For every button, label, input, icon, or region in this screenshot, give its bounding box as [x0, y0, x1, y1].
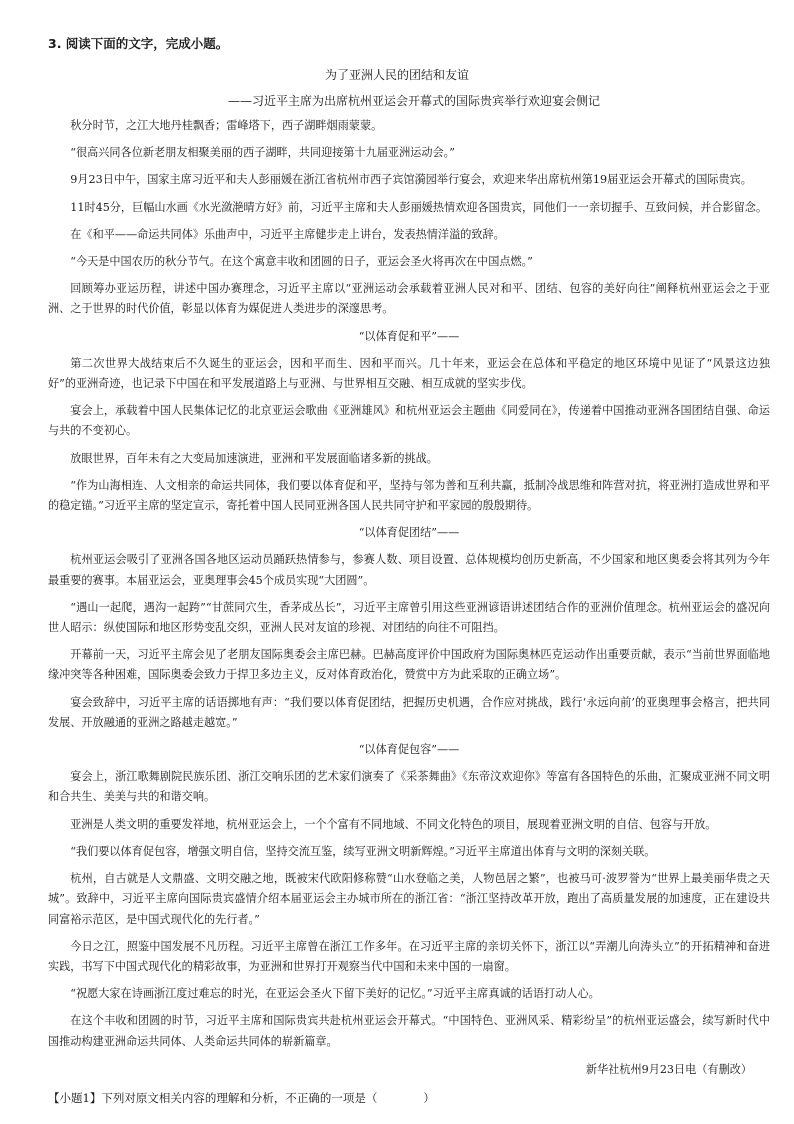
paragraph: “很高兴同各位新老朋友相聚美丽的西子湖畔，共同迎接第十九届亚洲运动会。” [70, 146, 455, 160]
section-heading: “以体育促团结”—— [358, 526, 460, 540]
question-header: 3. 阅读下面的文字，完成小题。 [48, 36, 229, 51]
paragraph: 放眼世界，百年未有之大变局加速演进，亚洲和平发展面临诸多新的挑战。 [70, 451, 438, 465]
paragraph: 杭州亚运会吸引了亚洲各国各地区运动员踊跃热情参与，参赛人数、项目设置、总体规模均创历史新高，不少国家和地区奥委会将其列为今年最重要的赛事。本届亚运会，亚奥理事会45个成员实现“大团圆”。 [48, 553, 770, 587]
sub-question-stem: 【小题1】下列对原文相关内容的理解和分析，不正确的一项是（ ） [48, 1091, 435, 1105]
paragraph: 第二次世界大战结束后不久诞生的亚运会，因和平而生、因和平而兴。几十年来，亚运会在总体和平稳定的地区环境中见证了“风景这边独好”的亚洲奇迹，也记录下中国在和平发展道路上与亚洲、与世界相互交融、相互成就的坚实步伐。 [48, 356, 770, 391]
paragraph: 今日之江，照鉴中国发展不凡历程。习近平主席曾在浙江工作多年。在习近平主席的亲切关怀下，浙江以“弄潮儿向涛头立”的开拓精神和奋进实践，书写下中国式现代化的精彩故事，为亚洲和世界打开观察当代中国和未来中国的一扇窗。 [48, 939, 770, 973]
paragraph: 回顾筹办亚运历程，讲述中国办赛理念，习近平主席以“亚洲运动会承载着亚洲人民对和平、团结、包容的美好向往”阐释杭州亚运会之于亚洲、之于世界的时代价值，彰显以体育为媒促进人类进步的深邃思考。 [48, 282, 770, 316]
paragraph: 亚洲是人类文明的重要发祥地，杭州亚运会上，一个个富有不同地域、不同文化特色的项目，展现着亚洲文明的自信、包容与开放。 [70, 817, 717, 831]
article-subtitle: ——习近平主席为出席杭州亚运会开幕式的国际贵宾举行欢迎宴会侧记 [228, 94, 601, 108]
article-source: 新华社杭州9月23日电（有删改） [585, 1062, 752, 1076]
paragraph: “祝愿大家在诗画浙江度过难忘的时光，在亚运会圣火下留下美好的记忆。”习近平主席真诚的话语打动人心。 [70, 987, 600, 1001]
paragraph: 开幕前一天，习近平主席会见了老朋友国际奥委会主席巴赫。巴赫高度评价中国政府为国际奥林匹克运动作出重要贡献，表示“当前世界面临地缘冲突等各种困难，国际奥委会致力于捍卫多边主义，反对体育政治化，赞赏中方为此采取的正确立场”。 [48, 648, 770, 682]
section-heading: “以体育促包容”—— [358, 743, 460, 757]
article-title: 为了亚洲人民的团结和友谊 [324, 68, 469, 82]
paragraph: 杭州，自古就是人文鼎盛、文明交融之地，既被宋代欧阳修称赞“山水登临之美，人物邑居之繁”，也被马可·波罗誉为“世界上最美丽华贵之天城”。致辞中，习近平主席向国际贵宾盛情介绍本届亚运会主办城市所在的浙江省：“浙江坚持改革开放，跑出了高质量发展的加速度，正在建设共同富裕示范区，是中国式现代化的先行者。” [48, 872, 770, 926]
paragraph: 宴会上，浙江歌舞剧院民族乐团、浙江交响乐团的艺术家们演奏了《采茶舞曲》《东帝汶欢迎你》等富有各国特色的乐曲，汇聚成亚洲不同文明和合共生、美美与共的和谐交响。 [48, 770, 770, 804]
paragraph: 秋分时节，之江大地丹桂飘香；雷峰塔下，西子湖畔烟雨蒙蒙。 [70, 119, 383, 132]
paragraph: 9月23日中午，国家主席习近平和夫人彭丽媛在浙江省杭州市西子宾馆漪园举行宴会，欢迎来华出席杭州第19届亚运会开幕式的国际贵宾。 [70, 173, 752, 187]
section-heading: “以体育促和平”—— [358, 329, 460, 343]
paragraph: “遇山一起爬，遇沟一起跨”“甘蔗同穴生，香茅成丛长”，习近平主席曾引用这些亚洲谚语讲述团结合作的亚洲价值理念。杭州亚运会的盛况向世人昭示：纵使国际和地区形势变乱交织，亚洲人民对友谊的珍视、对团结的向往不可阻挡。 [48, 600, 770, 635]
paragraph: 宴会上，承载着中国人民集体记忆的北京亚运会歌曲《亚洲雄风》和杭州亚运会主题曲《同爱同在》，传递着中国推动亚洲各国团结自强、命运与共的不变初心。 [48, 404, 770, 438]
paragraph: 11时45分，巨幅山水画《水光潋滟晴方好》前，习近平主席和夫人彭丽媛热情欢迎各国贵宾，同他们一一亲切握手、互致问候，并合影留念。 [70, 200, 768, 214]
paragraph: 宴会致辞中，习近平主席的话语掷地有声：“我们要以体育促团结，把握历史机遇，合作应对挑战，践行‘永远向前’的亚奥理事会格言，把共同发展、开放融通的亚洲之路越走越宽。” [48, 695, 770, 729]
paragraph: “作为山海相连、人文相亲的命运共同体，我们要以体育促和平，坚持与邻为善和互利共赢，抵制冷战思维和阵营对抗，将亚洲打造成世界和平的稳定锚。”习近平主席的坚定宣示，寄托着中国人民同亚洲各国人民共同守护和平家园的殷殷期待。 [48, 478, 770, 513]
paragraph: “我们要以体育促包容，增强文明自信，坚持交流互鉴，续写亚洲文明新辉煌。”习近平主席道出体育与文明的深刻关联。 [70, 844, 656, 858]
paragraph: “今天是中国农历的秋分节气。在这个寓意丰收和团圆的日子，亚运会圣火将再次在中国点燃。” [70, 255, 533, 269]
article-body [48, 116, 770, 1080]
paragraph: 在《和平——命运共同体》乐曲声中，习近平主席健步走上讲台，发表热情洋溢的致辞。 [70, 227, 505, 241]
paragraph: 在这个丰收和团圆的时节，习近平主席和国际贵宾共赴杭州亚运会开幕式。“中国特色、亚洲风采、精彩纷呈”的杭州亚运盛会，续写新时代中国推动构建亚洲命运共同体、人类命运共同体的崭新篇章。 [48, 1014, 770, 1048]
